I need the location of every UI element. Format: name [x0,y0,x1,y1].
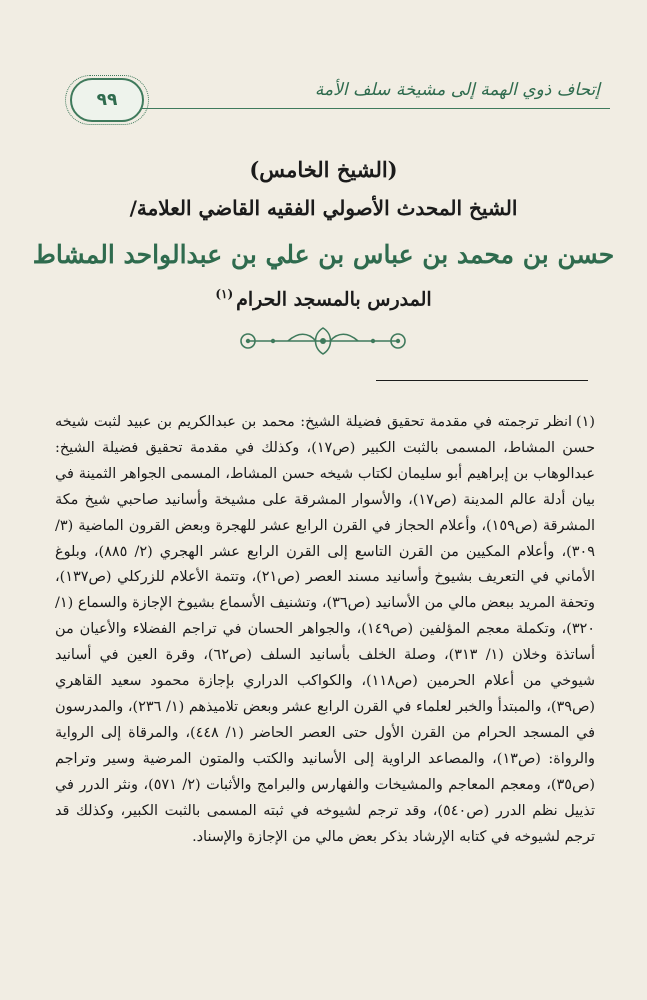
sheikh-number-heading: (الشيخ الخامس) [249,157,398,182]
page-header [70,78,610,122]
footnote [55,410,595,850]
sheikh-subtitle: الشيخ المحدث الأصولي الفقيه القاضي العلامة/ [129,196,518,220]
page-number: ٩٩ [96,90,118,110]
page-number-badge [70,78,144,122]
footnote-text: انظر ترجمته في مقدمة تحقيق فضيلة الشيخ: محمد بن عبدالكريم بن عبيد لثبت شيخه حسن المشاط، المسمى بالثبت الكبير (ص١٧)، وكذلك في مقدمة تحقيق فضيلة الشيخ: عبدالوهاب بن إبراهيم أبو سليمان لكتاب شيخه حسن المشاط، المسمى الجواهر الثمينة في بيان أدلة عالم المدينة (ص١٧)، والأسوار المشرقة على مشيخة وأسانيد صاحبي شيخ مكة المشرقة (ص١٥٩)، وأعلام الحجاز في القرن الرابع عشر للهجرة وبعض القرون الماضية (٣/ ٣٠٩)، وأعلام المكيين من القرن التاسع إلى القرن الرابع عشر الهجري (٢/ ٨٨٥)، وبلوغ الأماني في التعريف بشيوخ وأسانيد مسند العصر (ص٢١)، وتتمة الأعلام للزركلي (ص١٣٧)، وتحفة المريد ببعض مالي من الأسانيد (ص٣٦)، وتشنيف الأسماع بشيوخ الإجازة والسماع (١/ ٣٢٠)، وتكملة معجم المؤلفين (ص١٤٩)، والجواهر الحسان في تراجم الفضلاء والأعيان من أساتذة وخلان (١/ ٣١٣)، وصلة الخلف بأسانيد السلف (ص٦٢)، وقرة العين في أسانيد شيوخي من أعلام الحرمين (ص١١٨)، والكواكب الدراري بإجازة محمود سعيد القاهري (ص٣٩)، والمبتدأ والخبر لعلماء في القرن الرابع عشر وبعض تلاميذهم (١/ ٢٣٦)، والمدرسون في المسجد الحرام من القرن الأول حتى العصر الحاضر (١/ ٤٤٨)، والمرقاة إلى الرواية والرواة: (ص١٣)، والمصاعد الراوية إلى الأسانيد والكتب والمتون المرضية وسير وتراجم (ص٣٥)، ومعجم المعاجم والمشيخات والفهارس والبرامج والأثبات (٢/ ٥٧١)، ونثر الدرر في تذييل نظم الدرر (ص٥٤٠)، وقد ترجم لشيوخه في ثبته المسمى بالثبت الكبير، وكذلك قد ترجم لشيوخه في كتابه الإرشاد بذكر بعض مالي من الإجازة والإسناد. [55,414,596,845]
running-title: إتحاف ذوي الهمة إلى مشيخة سلف الأمة [309,80,606,100]
ornament-divider-icon [228,324,418,358]
footnote-reference: (١) [215,287,234,301]
footnote-marker: (١) [576,414,595,430]
sheikh-role [0,287,647,310]
sheikh-name-title: حسن بن محمد بن عباس بن علي بن عبدالواحد المشاط [32,240,615,269]
footnote-separator [376,380,588,381]
role-text: المدرس بالمسجد الحرام [236,288,432,311]
header-rule [130,108,610,109]
